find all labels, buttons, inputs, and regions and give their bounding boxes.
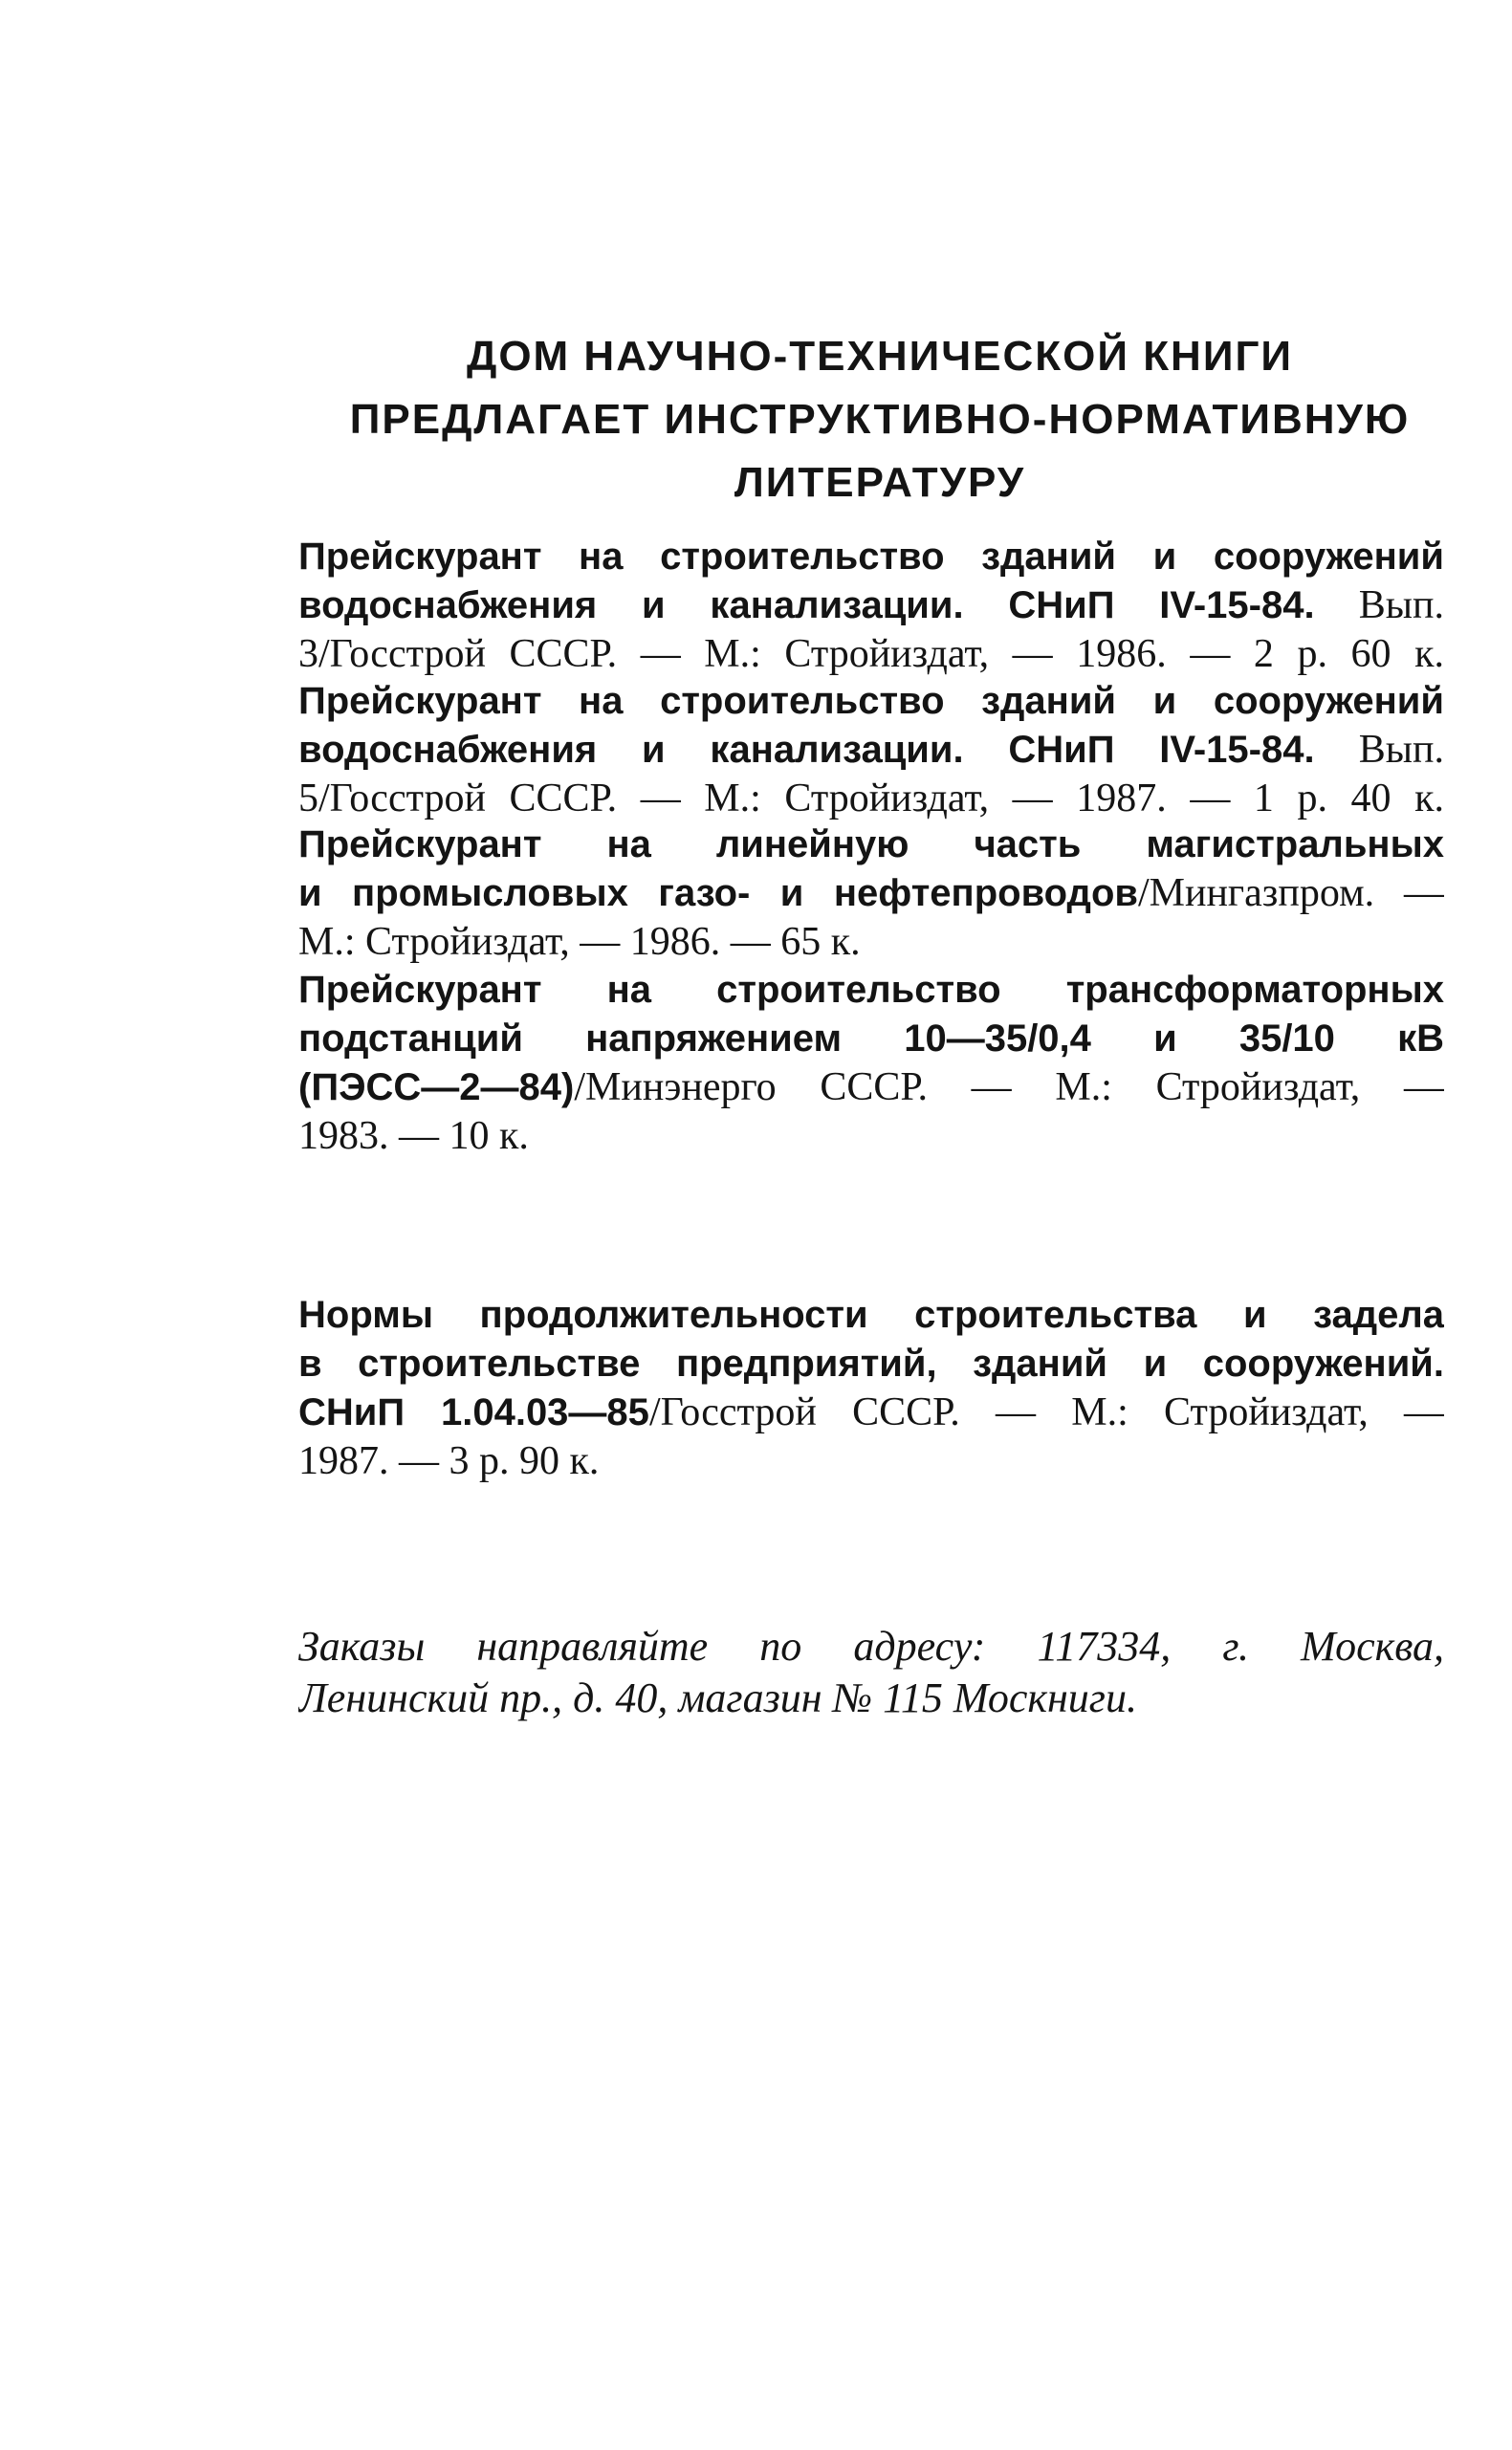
entry-text-bold: водоснабжения и канализации. СНиП IV-15-84. bbox=[298, 584, 1315, 626]
order-address bbox=[298, 1621, 1444, 1724]
entry-text-bold: Прейскурант на строительство зданий и сооружений bbox=[298, 680, 1444, 722]
catalog-entry-3 bbox=[298, 820, 1444, 967]
entry-text-bold: (ПЭСС—2—84) bbox=[298, 1066, 575, 1108]
entry-text: М.: Стройиздат, — 1986. — 65 к. bbox=[298, 920, 861, 964]
entry-text: Вып. bbox=[1314, 583, 1444, 627]
heading-line: ПРЕДЛАГАЕТ ИНСТРУКТИВНО-НОРМАТИВНУЮ bbox=[349, 396, 1411, 443]
address-line: Ленинский пр., д. 40, магазин № 115 Москниги. bbox=[298, 1674, 1137, 1721]
entry-text-bold: СНиП 1.04.03—85 bbox=[298, 1391, 649, 1433]
heading-line: ДОМ НАУЧНО-ТЕХНИЧЕСКОЙ КНИГИ bbox=[466, 333, 1294, 380]
page-heading bbox=[306, 325, 1454, 514]
entry-text: 3/Госстрой СССР. — М.: Стройиздат, — 1986. — 2 р. 60 к. bbox=[298, 632, 1444, 676]
catalog-entry-1 bbox=[298, 533, 1444, 679]
entry-text-bold: Прейскурант на линейную часть магистральных bbox=[298, 823, 1444, 865]
entry-text-bold: и промысловых газо- и нефтепроводов bbox=[298, 872, 1138, 914]
catalog-entry-2 bbox=[298, 677, 1444, 823]
entry-text: 5/Госстрой СССР. — М.: Стройиздат, — 1987. — 1 р. 40 к. bbox=[298, 777, 1444, 820]
entry-text: /Минэнерго СССР. — М.: Стройиздат, — bbox=[574, 1065, 1444, 1109]
entry-text-bold: в строительстве предприятий, зданий и сооружений. bbox=[298, 1343, 1444, 1385]
entry-text: /Госстрой СССР. — М.: Стройиздат, — bbox=[648, 1390, 1444, 1434]
entry-text: 1987. — 3 р. 90 к. bbox=[298, 1439, 600, 1483]
heading-line: ЛИТЕРАТУРУ bbox=[734, 459, 1026, 506]
address-line: Заказы направляйте по адресу: 117334, г. Москва, bbox=[298, 1623, 1444, 1670]
entry-text-bold: подстанций напряжением 10—35/0,4 и 35/10 кВ bbox=[298, 1017, 1444, 1060]
entry-text-bold: Прейскурант на строительство трансформаторных bbox=[298, 969, 1444, 1011]
entry-text: 1983. — 10 к. bbox=[298, 1114, 529, 1158]
catalog-entry-4 bbox=[298, 966, 1444, 1161]
entry-text: Вып. bbox=[1314, 728, 1444, 772]
entry-text: /Мингазпром. — bbox=[1137, 871, 1444, 915]
entry-text-bold: водоснабжения и канализации. СНиП IV-15-84. bbox=[298, 729, 1315, 771]
entry-text-bold: Прейскурант на строительство зданий и сооружений bbox=[298, 536, 1444, 578]
catalog-entry-5 bbox=[298, 1291, 1444, 1486]
entry-text-bold: Нормы продолжительности строительства и задела bbox=[298, 1294, 1444, 1336]
